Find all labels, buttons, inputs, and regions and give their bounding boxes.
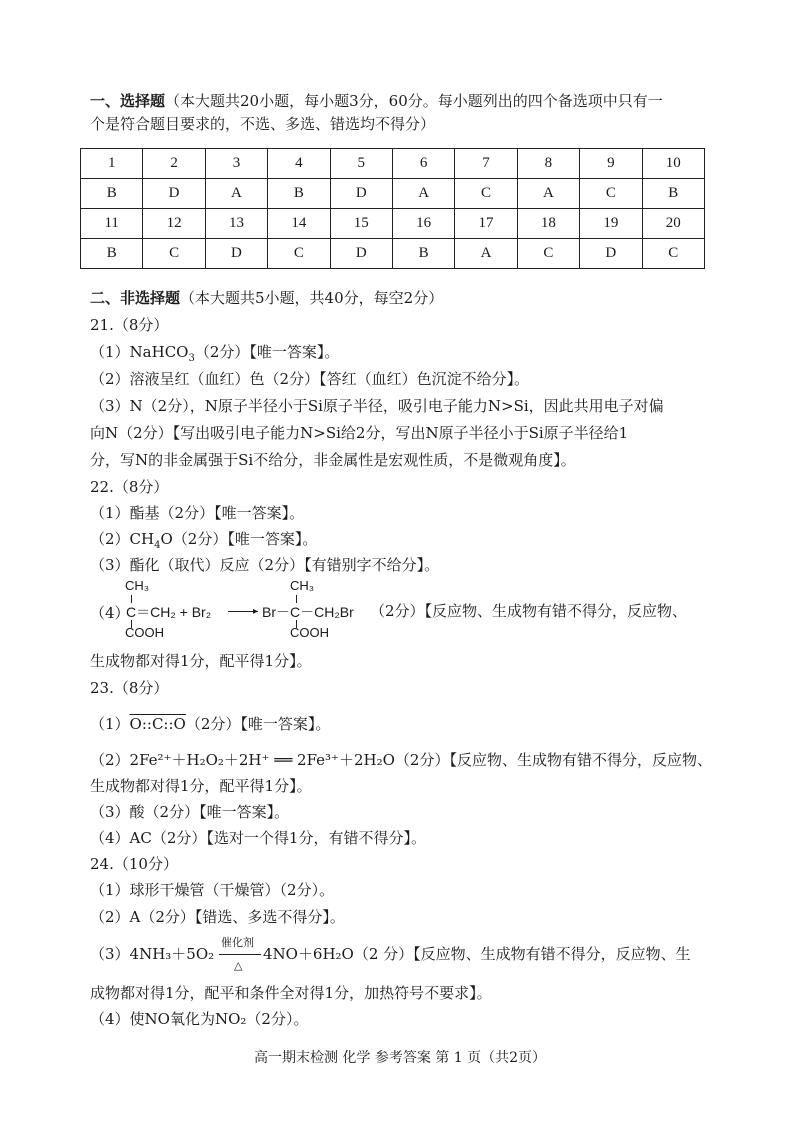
section2-title-rest: （本大题共5小题，共40分，每空2分） xyxy=(180,289,444,307)
q24-line1: （1）球形干燥管（干燥管）（2分）。 xyxy=(90,881,335,899)
q22-cooh-right: COOH xyxy=(290,625,329,640)
answer-table-cell: 11 xyxy=(81,209,143,239)
answer-table-cell: D xyxy=(143,179,205,209)
answer-table-row xyxy=(81,179,705,209)
q24-condition-arrow xyxy=(219,936,263,972)
q22-line5: 生成物都对得1分，配平得1分】。 xyxy=(90,652,312,670)
answer-table-cell: 1 xyxy=(81,149,143,179)
answer-table-cell: D xyxy=(330,239,392,269)
answer-table-cell: A xyxy=(517,179,579,209)
q23-line4: （3）酸（2分）【唯一答案】。 xyxy=(90,803,290,821)
q22-line4-tail: （2分）【反应物、生成物有错不得分，反应物、 xyxy=(370,602,688,620)
section2-title xyxy=(90,287,720,309)
q21-l1-sub: 3 xyxy=(188,353,195,364)
q22-line1: （1）酯基（2分）【唯一答案】。 xyxy=(90,504,305,522)
q22-line3: （3）酯化（取代）反应（2分）【有错别字不给分】。 xyxy=(90,556,440,574)
q21-line1 xyxy=(90,341,720,363)
section1-title xyxy=(90,90,720,112)
q23-lewis-structure: O::C::O xyxy=(129,715,186,733)
q24-line2: （2）A（2分）【错选、多选不得分】。 xyxy=(90,908,345,926)
answer-table-cell: B xyxy=(392,239,454,269)
q24-line4: 成物都对得1分，配平和条件全对得1分，加热符号不要求】。 xyxy=(90,984,492,1002)
answer-table-cell: C xyxy=(143,239,205,269)
answer-table-cell: 8 xyxy=(517,149,579,179)
answer-table-cell: C xyxy=(580,179,642,209)
q24-heat-label: △ xyxy=(233,959,243,972)
q24-l3-tail: 4NO＋6H₂O（2 分）【反应物、生成物有错不得分，反应物、生 xyxy=(262,945,691,963)
answer-table-cell: B xyxy=(268,179,330,209)
q24-line3 xyxy=(90,936,720,972)
q24-l3-reactants: （3）4NH₃＋5O₂ xyxy=(90,945,215,963)
q22-l2-sub: 4 xyxy=(154,540,161,551)
answer-table-row xyxy=(81,209,705,239)
q24-line5: （4）使NO氧化为NO₂（2分）。 xyxy=(90,1010,309,1028)
page-footer: 高一期末检测 化学 参考答案 第 1 页（共2页） xyxy=(253,1050,547,1066)
answer-table-cell: A xyxy=(392,179,454,209)
answer-table-cell: 12 xyxy=(143,209,205,239)
q24-head: 24.（10分） xyxy=(90,855,178,873)
answer-table-cell: 7 xyxy=(455,149,517,179)
answer-table-cell: A xyxy=(205,179,267,209)
section1-title-rest: （本大题共20小题，每小题3分，60分。每小题列出的四个备选项中只有一 xyxy=(165,92,663,110)
answer-table-cell: 16 xyxy=(392,209,454,239)
q21-line4: 向N（2分）【写出吸引电子能力N>Si给2分，写出N原子半径小于Si原子半径给1 xyxy=(90,424,629,442)
answer-table-cell: C xyxy=(268,239,330,269)
answer-table-cell: A xyxy=(455,239,517,269)
q21-l1-tail: （2分）【唯一答案】。 xyxy=(194,343,340,361)
answer-table-cell: C xyxy=(642,239,704,269)
answer-table-cell: 2 xyxy=(143,149,205,179)
q23-l1-num: （1） xyxy=(90,715,130,733)
q21-l1-formula: （1）NaHCO xyxy=(90,343,189,361)
q22-line2 xyxy=(90,528,720,550)
answer-table-cell: 15 xyxy=(330,209,392,239)
q21-line3: （3）N（2分），N原子半径小于Si原子半径，吸引电子能力N>Si，因此共用电子对偏 xyxy=(90,397,664,415)
q21-head: 21.（8分） xyxy=(90,316,169,334)
answer-table-cell: 3 xyxy=(205,149,267,179)
answer-table-row xyxy=(81,149,705,179)
q22-l2-tail: O（2分）【唯一答案】。 xyxy=(160,530,318,548)
q22-ch3-left: CH₃ xyxy=(125,578,150,593)
q22-head: 22.（8分） xyxy=(90,478,169,496)
q21-line2: （2）溶液呈红（血红）色（2分）【答红（血红）色沉淀不给分】。 xyxy=(90,370,530,388)
answer-table-cell: C xyxy=(517,239,579,269)
q23-l1-tail: （2分）【唯一答案】。 xyxy=(185,715,331,733)
answer-table-cell: 17 xyxy=(455,209,517,239)
answer-table-cell: 6 xyxy=(392,149,454,179)
q22-l2-formula: （2）CH xyxy=(90,530,155,548)
answer-table-cell: 14 xyxy=(268,209,330,239)
q23-line1 xyxy=(90,713,720,735)
answer-table-cell: 19 xyxy=(580,209,642,239)
q22-eq-left: C＝CH₂ + Br₂ xyxy=(126,604,212,620)
q24-catalyst-label: 催化剂 xyxy=(220,936,254,949)
answer-table-cell: B xyxy=(81,239,143,269)
q22-eq-right: Br－C－CH₂Br xyxy=(262,604,354,620)
answer-table-cell: 5 xyxy=(330,149,392,179)
section1-title-line2: 个是符合题目要求的，不选、多选、错选均不得分） xyxy=(90,115,436,133)
section2-title-bold: 二、非选择题 xyxy=(90,289,181,307)
answer-table-row xyxy=(81,239,705,269)
section1-title-bold: 一、选择题 xyxy=(90,92,166,110)
q23-line2: （2）2Fe²⁺＋H₂O₂＋2H⁺ ══ 2Fe³⁺＋2H₂O（2分）【反应物、生成物有错不得分，反应物、 xyxy=(90,751,712,769)
answer-table-cell: D xyxy=(330,179,392,209)
answer-table-cell: D xyxy=(580,239,642,269)
q22-arrowhead-icon: ▸ xyxy=(253,606,259,617)
q23-line5: （4）AC（2分）【选对一个得1分，有错不得分】。 xyxy=(90,829,426,847)
answer-table-cell: 4 xyxy=(268,149,330,179)
answer-table-cell: 18 xyxy=(517,209,579,239)
answer-table-cell: C xyxy=(455,179,517,209)
q23-line3: 生成物都对得1分，配平得1分】。 xyxy=(90,777,312,795)
q22-line4-num: （4） xyxy=(90,604,130,622)
q22-ch3-right: CH₃ xyxy=(290,578,315,593)
answer-table-cell: D xyxy=(205,239,267,269)
answer-table-cell: B xyxy=(642,179,704,209)
answer-table-cell: 20 xyxy=(642,209,704,239)
answer-table-cell: 9 xyxy=(580,149,642,179)
answer-table-cell: 10 xyxy=(642,149,704,179)
answer-table xyxy=(80,148,705,269)
answer-table-cell: B xyxy=(81,179,143,209)
q22-cooh-left: COOH xyxy=(125,625,164,640)
q21-line5: 分，写N的非金属强于Si不给分，非金属性是宏观性质，不是微观角度】。 xyxy=(90,451,576,469)
q23-head: 23.（8分） xyxy=(90,679,169,697)
answer-table-cell: 13 xyxy=(205,209,267,239)
